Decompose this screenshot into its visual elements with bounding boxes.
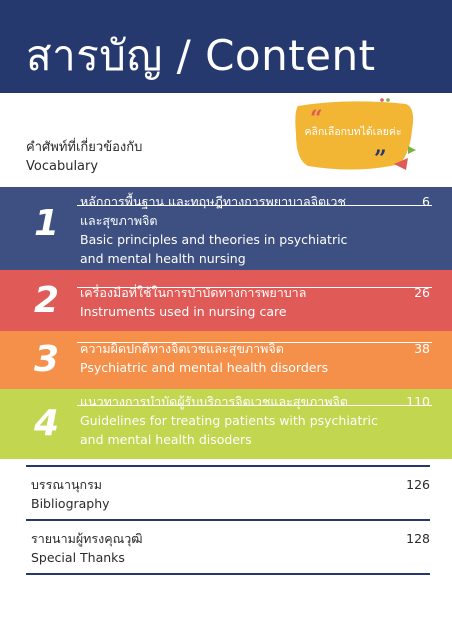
entry-title-thai: บรรณานุกรม [31,477,103,492]
section-2[interactable] [0,270,452,331]
section-page-number: 6 [422,194,430,209]
entry-text [31,475,110,513]
callout-label[interactable]: คลิกเลือกบทได้เลยค่ะ [304,126,402,138]
section-title-english: Instruments used in nursing care [80,304,287,319]
entry-title-thai: รายนามผู้ทรงคุณวุฒิ [31,531,143,546]
vocabulary-link[interactable] [26,138,142,176]
special-thanks-entry[interactable] [26,519,430,576]
section-text [80,283,380,321]
section-title-thai: เครื่องมือที่ใช้ในการบำบัดทางการพยาบาล [80,285,307,300]
section-text [80,392,380,449]
entry-text [31,529,143,567]
entry-title-english: Bibliography [31,496,110,511]
section-3[interactable] [0,331,452,389]
section-number: 4 [34,403,60,444]
entry-page-number: 126 [406,477,430,492]
entry-page-number: 128 [406,531,430,546]
section-title-english: Psychiatric and mental health disorders [80,360,329,375]
section-text [80,339,380,377]
section-page-number: 26 [414,285,430,300]
section-text [80,192,380,268]
section-title-english-cont: and mental health disoders [80,432,252,447]
section-page-number: 110 [406,394,430,409]
page-title: สารบัญ / Content [26,31,376,80]
entry-divider-bottom [26,573,430,575]
entry-divider [26,519,430,521]
section-number: 1 [34,203,60,244]
svg-text:”: ” [374,146,387,172]
entry-title-english: Special Thanks [31,550,125,565]
vocabulary-thai: คำศัพท์ที่เกี่ยวข้องกับ [26,140,143,155]
bibliography-entry[interactable] [26,465,430,520]
svg-text:“: “ [310,106,323,132]
header-banner [0,0,452,93]
section-title-english-cont: and mental health nursing [80,251,246,266]
section-title-thai-cont: และสุขภาพจิต [80,213,158,228]
section-title-english: Guidelines for treating patients with psychiatric [80,413,378,428]
section-title-english: Basic principles and theories in psychiatric [80,232,348,247]
section-title-thai: ความผิดปกติทางจิตเวชและสุขภาพจิต [80,341,284,356]
vocabulary-english: Vocabulary [26,159,99,174]
entry-divider [26,465,430,467]
section-title-thai: แนวทางการบำบัดผู้รับบริการจิตเวชและสุขภาพจิต [80,394,348,409]
section-4[interactable] [0,389,452,459]
section-page-number: 38 [414,341,430,356]
section-1[interactable] [0,187,452,270]
section-title-thai: หลักการพื้นฐาน และทฤษฎีทางการพยาบาลจิตเวช [80,194,346,209]
section-number: 3 [34,339,60,380]
section-number: 2 [34,280,60,321]
